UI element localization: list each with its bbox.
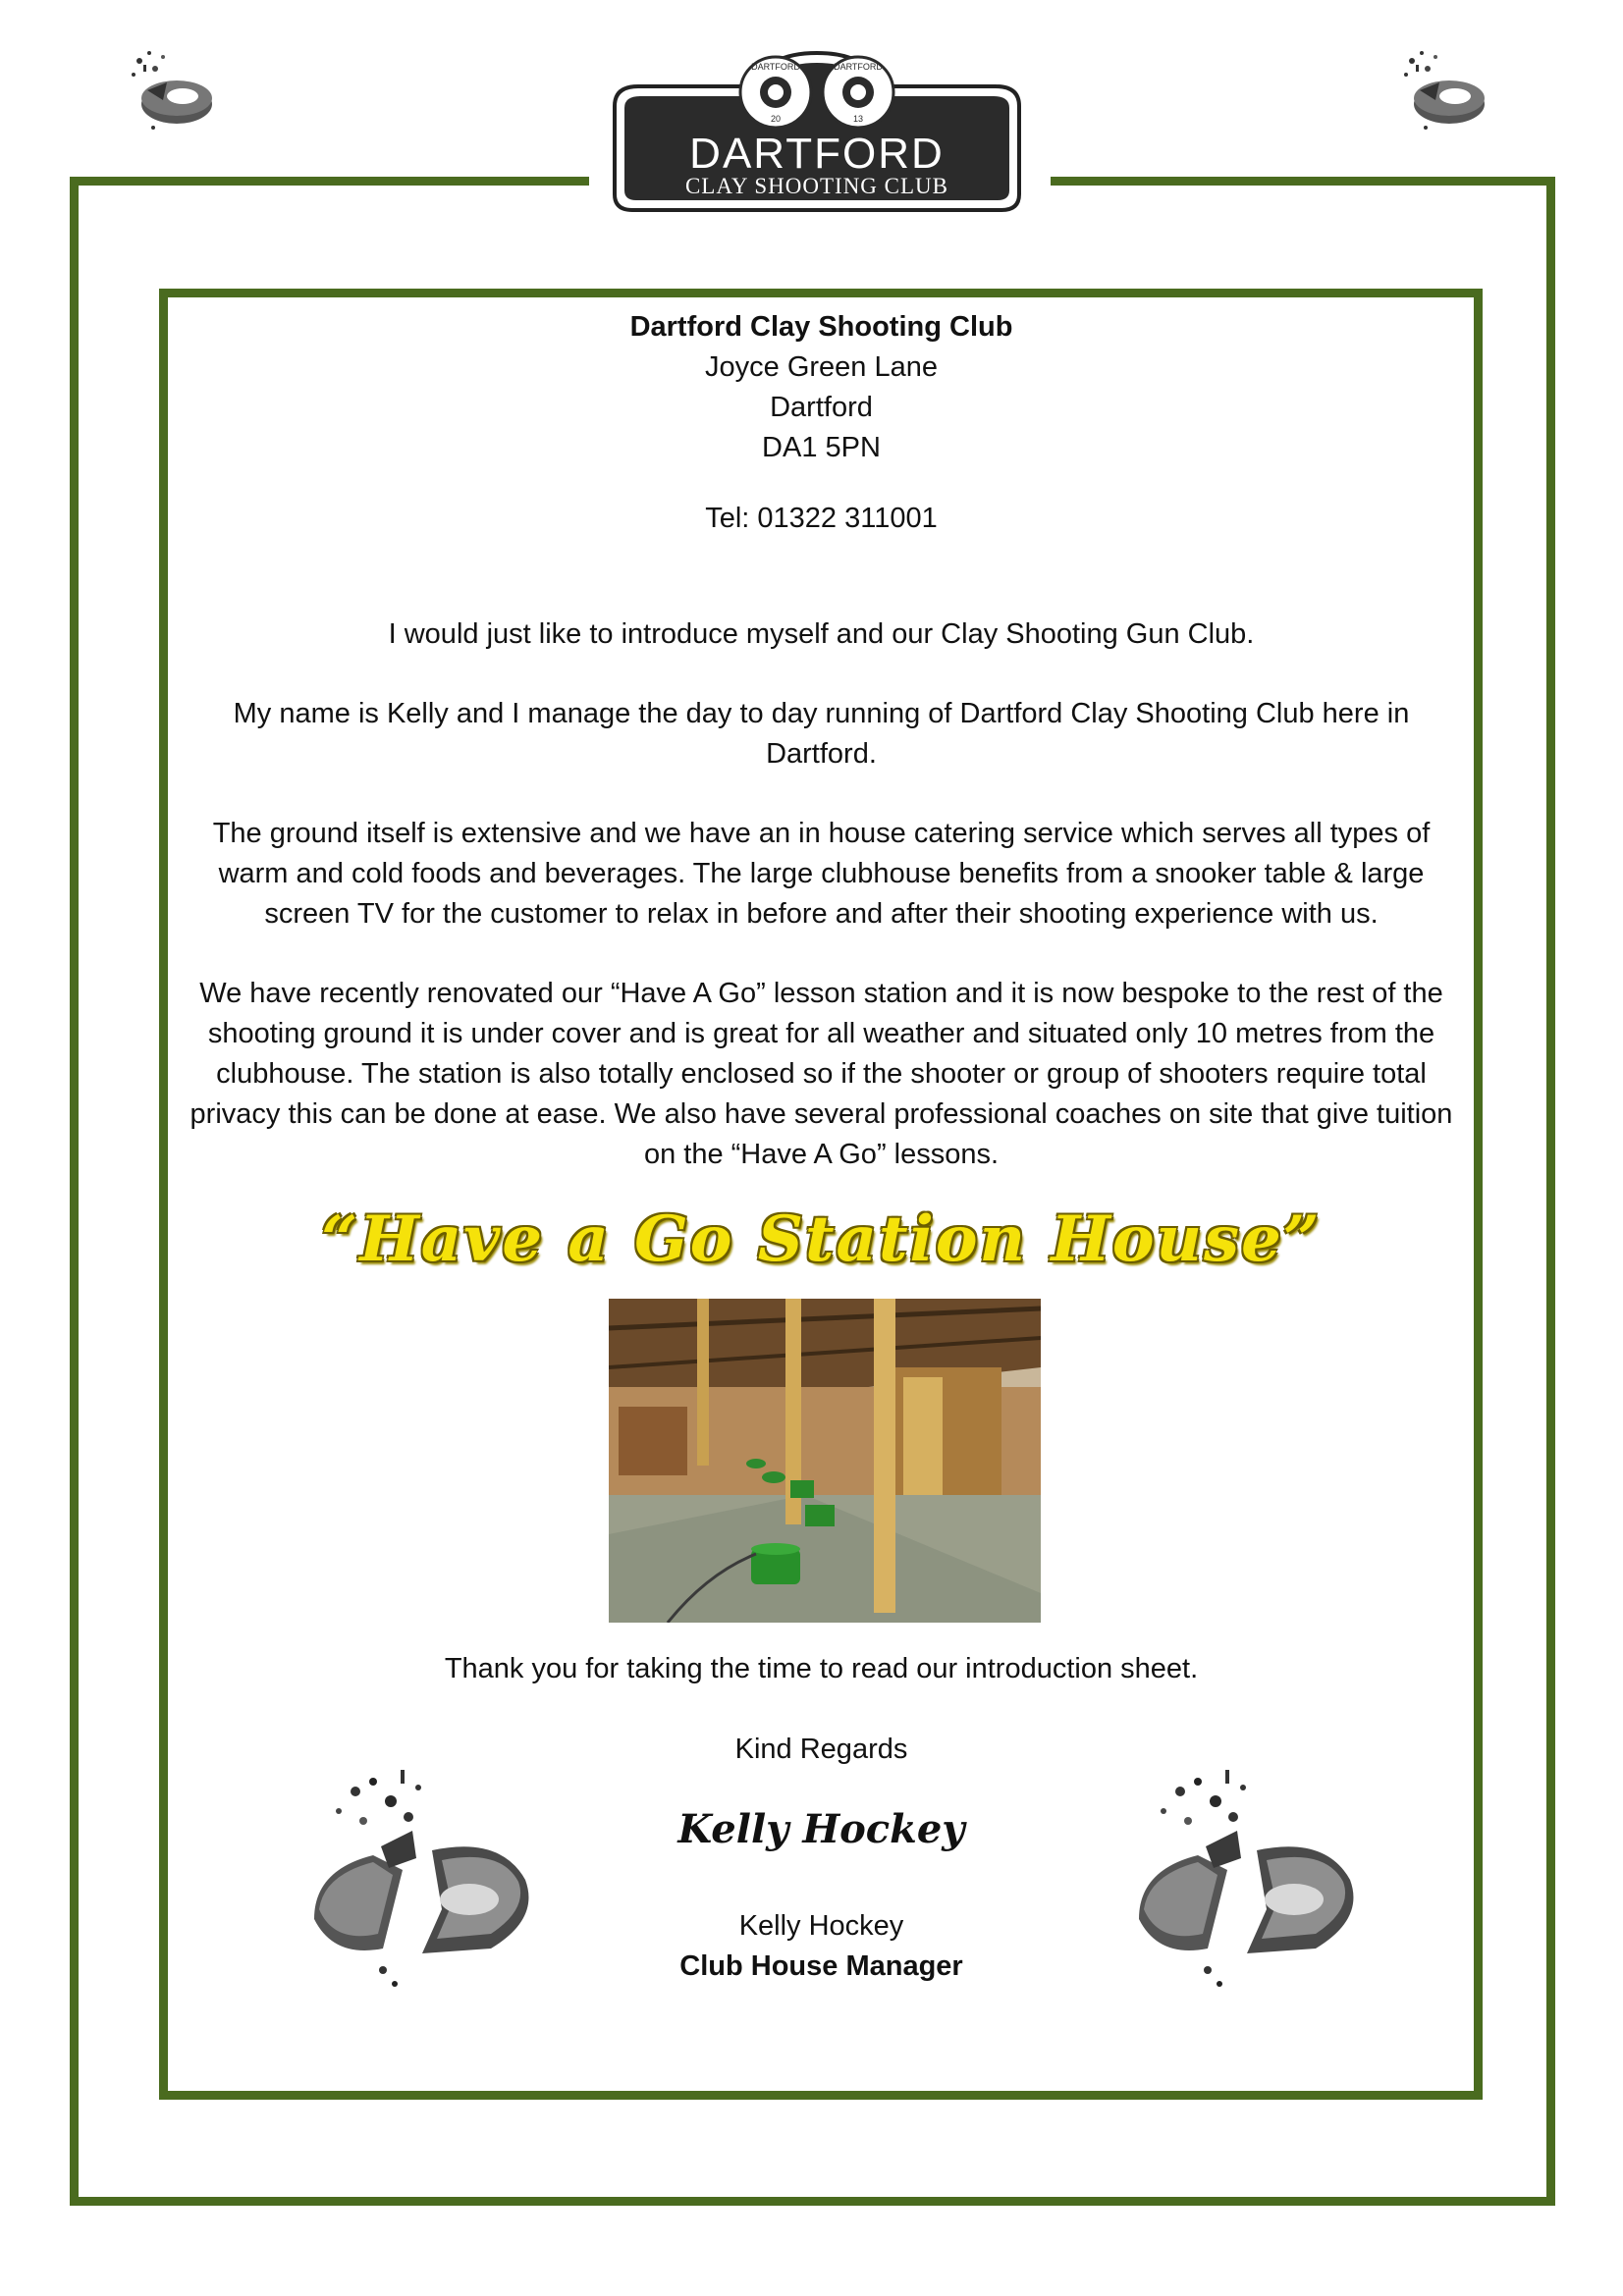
- station-house-photo: [609, 1299, 1041, 1623]
- signer-title: Club House Manager: [679, 1950, 963, 1982]
- address-telephone: Tel: 01322 311001: [705, 503, 938, 534]
- logo-year-right: 13: [852, 114, 864, 124]
- address-postcode: DA1 5PN: [762, 432, 881, 463]
- signature: Kelly Hockey: [677, 1806, 965, 1852]
- closing-regards: Kind Regards: [734, 1734, 908, 1765]
- signer-name: Kelly Hockey: [738, 1910, 904, 1942]
- logo-name: DARTFORD: [689, 130, 945, 178]
- broken-clay-icon: [295, 1752, 560, 1998]
- body-text: [185, 614, 1458, 1175]
- paragraph-ground: The ground itself is extensive and we have an in house catering service which serves all types of warm and cold foods and beverages. The large clubhouse benefits from a snooker table & large screen TV for the customer to relax in before and after their shooting experience with us.: [212, 818, 1431, 930]
- closing-thanks: Thank you for taking the time to read our introduction sheet.: [444, 1653, 1199, 1684]
- address-block: [167, 307, 1476, 539]
- logo-subtitle: CLAY SHOOTING CLUB: [684, 174, 949, 198]
- paragraph-station: We have recently renovated our “Have A Go” lesson station and it is now bespoke to the rest of the shooting ground it is under cover and is great for all weather and situated only 10 metres from the clubhouse. The station is also totally enclosed so if the shooter or group of shooters require total privacy this can be done at ease. We also have several professional coaches on site that give tuition on the “Have A Go” lessons.: [189, 978, 1453, 1170]
- headline: “Have a Go Station House”: [321, 1202, 1322, 1276]
- broken-clay-icon: [1119, 1752, 1384, 1998]
- club-logo: [609, 47, 1025, 214]
- club-name: Dartford Clay Shooting Club: [629, 311, 1013, 343]
- paragraph-name: My name is Kelly and I manage the day to day running of Dartford Clay Shooting Club here in Dartford.: [233, 698, 1410, 770]
- broken-clay-icon: [1392, 39, 1500, 147]
- logo-year-left: 20: [770, 114, 782, 124]
- paragraph-intro: I would just like to introduce myself and our Clay Shooting Gun Club.: [388, 618, 1255, 650]
- address-line2: Dartford: [770, 392, 873, 423]
- broken-clay-icon: [120, 39, 228, 147]
- logo-ring-text-left: DARTFORD: [751, 62, 800, 72]
- address-line1: Joyce Green Lane: [705, 351, 938, 383]
- logo-ring-text-right: DARTFORD: [834, 62, 883, 72]
